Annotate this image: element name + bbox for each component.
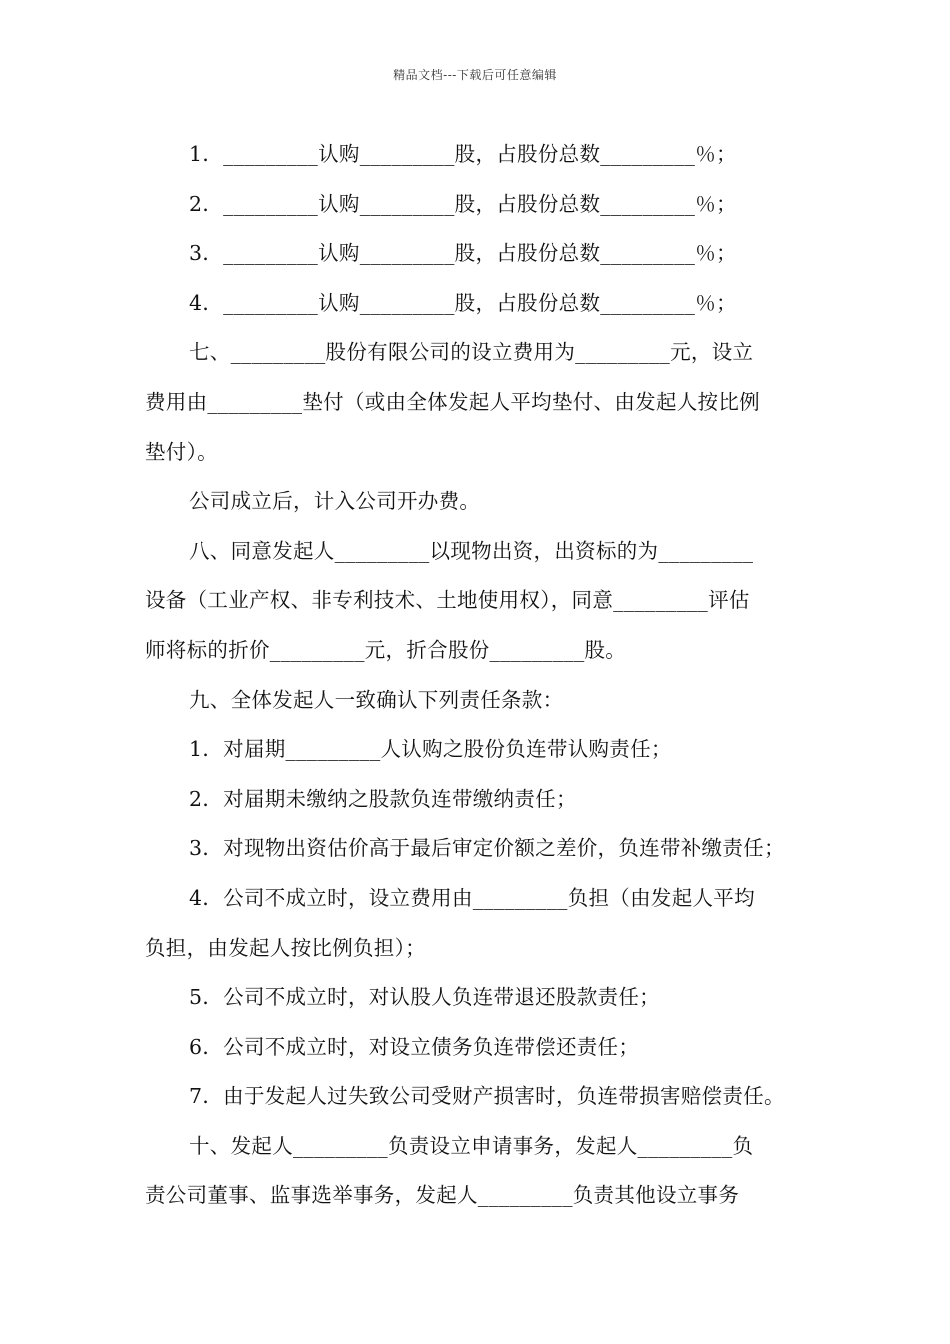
liability-item-4-line-2: 负担，由发起人按比例负担）； bbox=[145, 935, 426, 960]
liability-item-3: 3．对现物出资估价高于最后审定价额之差价，负连带补缴责任； bbox=[189, 836, 785, 861]
page-header: 精品文档---下载后可任意编辑 bbox=[393, 68, 557, 82]
opening-expense-note: 公司成立后，计入公司开办费。 bbox=[189, 489, 481, 514]
clause-7-line-2: 费用由_________垫付（或由全体发起人平均垫付、由发起人按比例 bbox=[145, 389, 760, 414]
clause-9-heading: 九、全体发起人一致确认下列责任条款： bbox=[189, 687, 564, 712]
liability-item-1: 1．对届期_________人认购之股份负连带认购责任； bbox=[189, 737, 672, 762]
liability-item-4-line-1: 4．公司不成立时，设立费用由_________负担（由发起人平均 bbox=[189, 885, 755, 910]
clause-8-line-3: 师将标的折价_________元，折合股份_________股。 bbox=[145, 637, 627, 662]
document-body bbox=[145, 130, 815, 1221]
clause-7-line-3: 垫付）。 bbox=[145, 439, 218, 464]
liability-item-2: 2．对届期未缴纳之股款负连带缴纳责任； bbox=[189, 786, 577, 811]
clause-10-line-1: 十、发起人_________负责设立申请事务，发起人_________负 bbox=[189, 1133, 754, 1158]
clause-8-line-1: 八、同意发起人_________以现物出资，出资标的为_________ bbox=[189, 538, 754, 563]
liability-item-7: 7．由于发起人过失致公司受财产损害时，负连带损害赔偿责任。 bbox=[189, 1084, 785, 1109]
subscription-item-2: 2．_________认购_________股，占股份总数_________％； bbox=[189, 191, 737, 216]
liability-item-6: 6．公司不成立时，对设立债务负连带偿还责任； bbox=[189, 1034, 640, 1059]
subscription-item-1: 1．_________认购_________股，占股份总数_________％； bbox=[189, 142, 737, 166]
subscription-item-4: 4．_________认购_________股，占股份总数_________％； bbox=[189, 290, 737, 315]
clause-10-line-2: 责公司董事、监事选举事务，发起人_________负责其他设立事务 bbox=[145, 1183, 740, 1208]
clause-7-line-1: 七、_________股份有限公司的设立费用为_________元，设立 bbox=[189, 340, 754, 365]
clause-8-line-2: 设备（工业产权、非专利技术、土地使用权），同意_________评估 bbox=[145, 588, 750, 613]
liability-item-5: 5．公司不成立时，对认股人负连带退还股款责任； bbox=[189, 985, 660, 1010]
subscription-item-3: 3．_________认购_________股，占股份总数_________％； bbox=[189, 241, 737, 266]
